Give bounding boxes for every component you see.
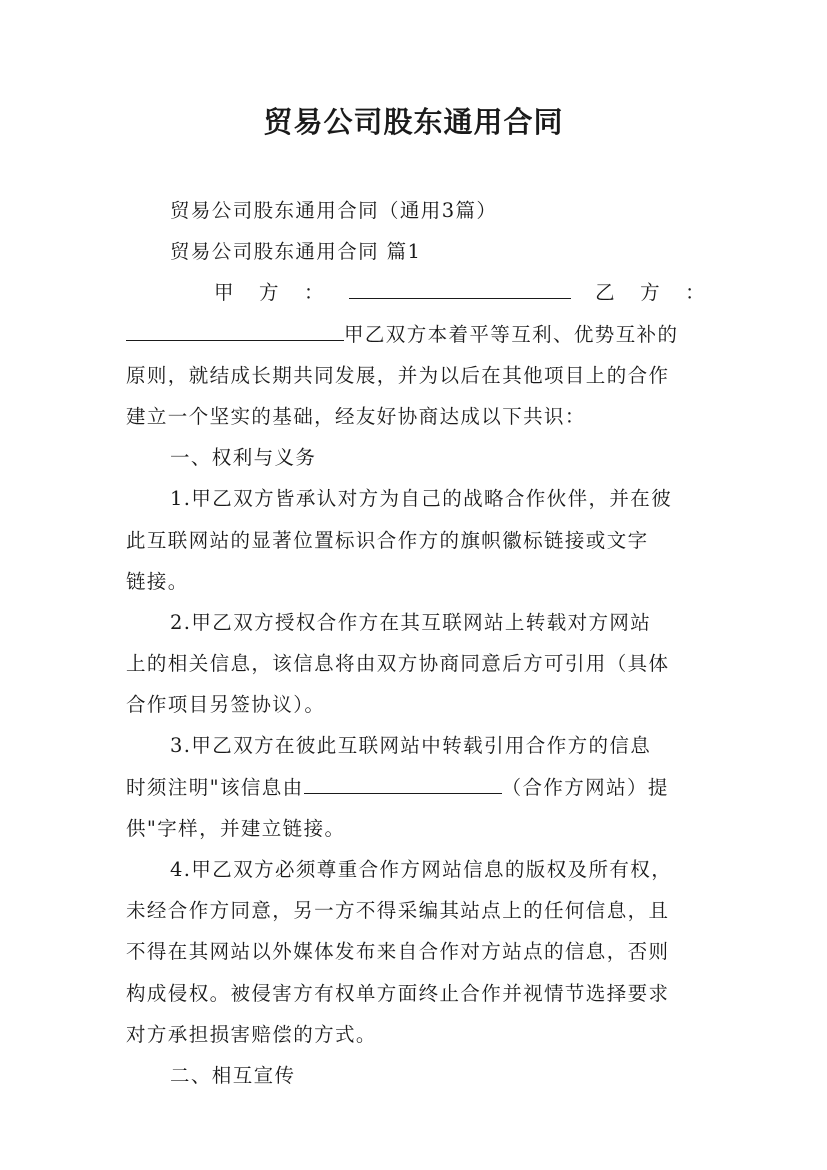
item-4-line-1: 4.甲乙双方必须尊重合作方网站信息的版权及所有权， (170, 858, 673, 881)
item-3-pre-text: 时须注明"该信息由 (126, 775, 304, 799)
section-heading: 贸易公司股东通用合同 篇1 (170, 240, 422, 264)
party-a-char-1: 甲 (214, 281, 235, 305)
website-blank (304, 767, 502, 794)
item-2-line-2: 上的相关信息，该信息将由双方协商同意后方可引用（具体 (126, 652, 670, 676)
document-subtitle: 贸易公司股东通用合同（通用3篇） (170, 199, 498, 222)
item-4-line-3: 不得在其网站以外媒体发布来自合作对方站点的信息，否则 (126, 940, 670, 964)
document-title: 贸易公司股东通用合同 (263, 105, 564, 139)
party-b-colon: ： (685, 281, 706, 305)
item-2-line-1: 2.甲乙双方授权合作方在其互联网站上转载对方网站 (170, 610, 652, 634)
party-a-blank (349, 272, 571, 299)
party-b-blank (126, 314, 344, 341)
intro-text: 甲乙双方本着平等互利、优势互补的 (344, 322, 679, 346)
item-4-line-5: 对方承担损害赔偿的方式。 (126, 1022, 377, 1046)
party-b-char-2: 方 (640, 281, 661, 305)
item-4-line-2: 未经合作方同意，另一方不得采编其站点上的任何信息，且 (126, 899, 670, 923)
item-4-line-4: 构成侵权。被侵害方有权单方面终止合作并视情节选择要求 (126, 981, 670, 1005)
item-3-line-2 (126, 767, 706, 808)
item-1-line-3: 链接。 (126, 569, 189, 593)
item-3-line-1: 3.甲乙双方在彼此互联网站中转载引用合作方的信息 (170, 734, 652, 758)
item-3-post-text: （合作方网站）提 (501, 775, 669, 799)
intro-line-2: 原则，就结成长期共同发展，并为以后在其他项目上的合作 (126, 363, 670, 387)
party-line (126, 272, 706, 313)
document-body (126, 190, 706, 1096)
item-3-line-3: 供"字样，并建立链接。 (126, 816, 346, 840)
party-a-char-2: 方 (259, 281, 280, 305)
intro-line-3: 建立一个坚实的基础，经友好协商达成以下共识： (126, 404, 586, 428)
item-2-line-3: 合作项目另签协议）。 (126, 693, 326, 717)
party-b-char-1: 乙 (595, 281, 616, 305)
party-a-colon: ： (304, 281, 325, 305)
heading-rights-obligations: 一、权利与义务 (170, 446, 317, 470)
heading-mutual-promotion: 二、相互宣传 (170, 1063, 296, 1087)
intro-line-1 (126, 314, 706, 355)
item-1-line-2: 此互联网站的显著位置标识合作方的旗帜徽标链接或文字 (126, 528, 649, 552)
item-1-line-1: 1.甲乙双方皆承认对方为自己的战略合作伙伴，并在彼 (170, 487, 673, 511)
